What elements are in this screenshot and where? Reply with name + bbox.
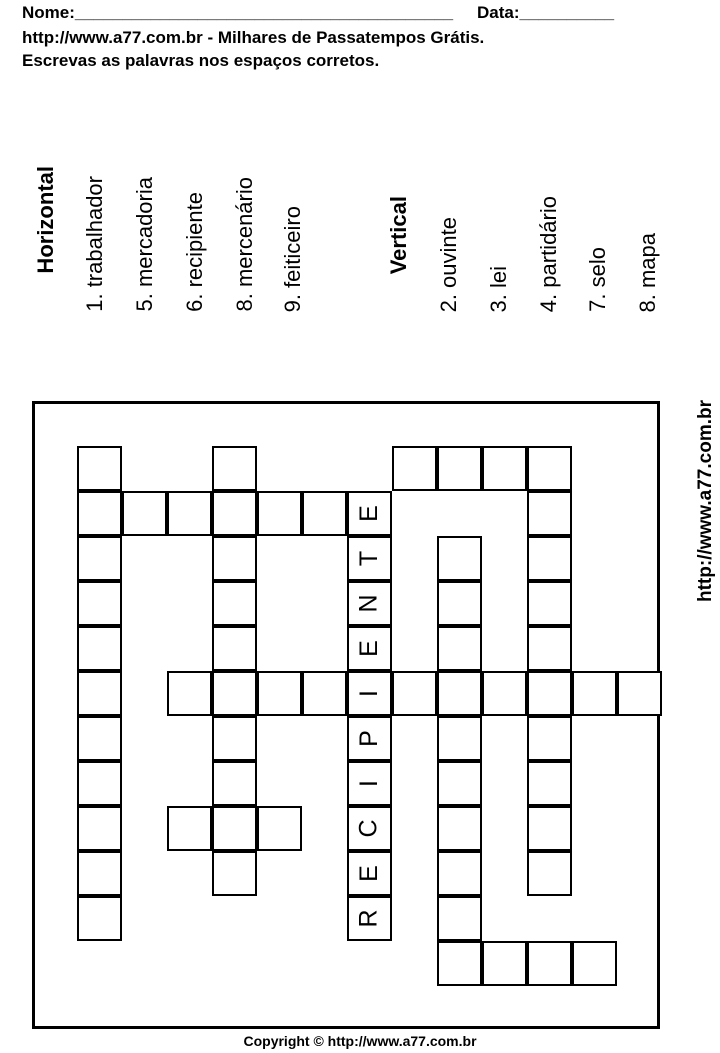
clue-vertical-8: 8. mapa <box>635 232 660 312</box>
grid-cell[interactable] <box>77 851 122 896</box>
grid-letter-text: P <box>355 730 383 747</box>
grid-cell[interactable] <box>77 671 122 716</box>
grid-letter <box>347 491 392 536</box>
grid-cell[interactable] <box>437 716 482 761</box>
grid-cell[interactable] <box>77 896 122 941</box>
clue-vertical-7: 7. selo <box>585 247 610 312</box>
grid-cell[interactable] <box>482 671 527 716</box>
instruction-line: Escrevas as palavras nos espaços corretos. <box>22 51 380 70</box>
grid-cell[interactable] <box>167 491 212 536</box>
grid-cell[interactable] <box>392 446 437 491</box>
clue-vertical-3: 3. lei <box>486 265 511 312</box>
grid-cell[interactable] <box>527 761 572 806</box>
grid-cell[interactable] <box>212 761 257 806</box>
grid-cell[interactable] <box>257 806 302 851</box>
grid-letter-text: E <box>355 505 383 522</box>
grid-cell[interactable] <box>527 581 572 626</box>
grid-cell[interactable] <box>482 446 527 491</box>
grid-cell[interactable] <box>437 626 482 671</box>
grid-cell[interactable] <box>437 446 482 491</box>
grid-letter-text: E <box>355 865 383 882</box>
grid-letter <box>347 671 392 716</box>
grid-cell[interactable] <box>437 581 482 626</box>
clue-vertical-4: 4. partidário <box>536 195 561 312</box>
grid-cell[interactable] <box>212 491 257 536</box>
grid-letter-text: I <box>354 780 383 787</box>
grid-cell[interactable] <box>437 896 482 941</box>
grid-cell[interactable] <box>392 671 437 716</box>
grid-letter <box>347 761 392 806</box>
grid-cell[interactable] <box>257 491 302 536</box>
grid-cell[interactable] <box>527 851 572 896</box>
grid-cell[interactable] <box>527 716 572 761</box>
grid-cell[interactable] <box>617 671 662 716</box>
grid-cell[interactable] <box>77 536 122 581</box>
grid-cell[interactable] <box>212 626 257 671</box>
grid-cell[interactable] <box>257 671 302 716</box>
grid-cell[interactable] <box>212 806 257 851</box>
clue-horizontal-5: 5. mercadoria <box>132 177 157 312</box>
clue-horizontal-8: 8. mercenário <box>232 177 257 312</box>
grid-cell[interactable] <box>527 941 572 986</box>
grid-cell[interactable] <box>527 491 572 536</box>
grid-cell[interactable] <box>212 851 257 896</box>
name-line: Nome:________________________________________ <box>22 3 454 22</box>
side-url: http://www.a77.com.br <box>695 400 716 602</box>
clue-horizontal-9: 9. feiticeiro <box>280 205 305 312</box>
grid-cell[interactable] <box>572 941 617 986</box>
grid-cell[interactable] <box>77 626 122 671</box>
grid-cell[interactable] <box>482 941 527 986</box>
grid-cell[interactable] <box>212 536 257 581</box>
grid-cell[interactable] <box>437 806 482 851</box>
clue-horizontal-6: 6. recipiente <box>182 192 207 312</box>
grid-cell[interactable] <box>527 626 572 671</box>
grid-letter <box>347 581 392 626</box>
grid-cell[interactable] <box>212 716 257 761</box>
grid-cell[interactable] <box>77 761 122 806</box>
copyright-footer: Copyright © http://www.a77.com.br <box>243 1033 477 1049</box>
clue-horizontal-1: 1. trabalhador <box>82 176 107 312</box>
grid-cell[interactable] <box>572 671 617 716</box>
grid-cell[interactable] <box>212 581 257 626</box>
grid-cell[interactable] <box>302 491 347 536</box>
grid-letter <box>347 536 392 581</box>
grid-cell[interactable] <box>77 491 122 536</box>
grid-letter-text: R <box>355 909 383 928</box>
grid-cell[interactable] <box>77 806 122 851</box>
site-line: http://www.a77.com.br - Milhares de Passatempos Grátis. <box>22 28 485 47</box>
grid-cell[interactable] <box>77 716 122 761</box>
grid-cell[interactable] <box>167 671 212 716</box>
grid-letter <box>347 716 392 761</box>
grid-cell[interactable] <box>212 446 257 491</box>
grid-letter-text: C <box>355 819 383 838</box>
grid-cell[interactable] <box>437 851 482 896</box>
clue-list <box>30 132 690 312</box>
grid-cell[interactable] <box>167 806 212 851</box>
grid-cell[interactable] <box>77 581 122 626</box>
grid-letter-text: I <box>354 690 383 697</box>
grid-cell[interactable] <box>527 671 572 716</box>
date-line: Data:__________ <box>477 3 615 22</box>
grid-letter <box>347 626 392 671</box>
grid-cell[interactable] <box>527 446 572 491</box>
grid-cell[interactable] <box>437 761 482 806</box>
grid-letter-text: N <box>355 594 383 613</box>
grid-cell[interactable] <box>302 671 347 716</box>
grid-cell[interactable] <box>527 536 572 581</box>
clue-vertical-2: 2. ouvinte <box>436 216 461 312</box>
grid-cell[interactable] <box>437 941 482 986</box>
grid-letter-text: T <box>355 550 383 567</box>
grid-cell[interactable] <box>437 671 482 716</box>
grid-letter <box>347 806 392 851</box>
grid-cell[interactable] <box>77 446 122 491</box>
grid-cell[interactable] <box>527 806 572 851</box>
grid-letter <box>347 896 392 941</box>
vertical-heading: Vertical <box>386 195 411 274</box>
horizontal-heading: Horizontal <box>33 166 58 274</box>
grid-cell[interactable] <box>122 491 167 536</box>
grid-letter-text: E <box>355 640 383 657</box>
grid-letter <box>347 851 392 896</box>
grid-cell[interactable] <box>212 671 257 716</box>
grid-cell[interactable] <box>437 536 482 581</box>
